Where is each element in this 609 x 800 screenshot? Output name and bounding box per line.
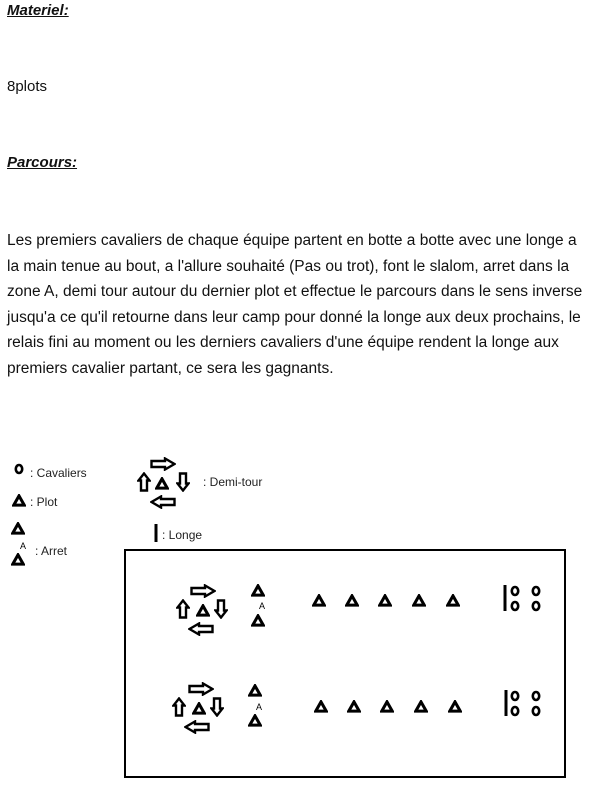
lane-1-rider <box>512 587 518 595</box>
legend-arret-letter: A <box>20 541 27 551</box>
lane-1-zone-letter: A <box>259 601 266 611</box>
lane-2 <box>174 684 540 733</box>
legend-arret-label: : Arret <box>35 544 68 558</box>
legend-longe-label: : Longe <box>162 528 203 542</box>
lane-2-rider <box>533 692 539 700</box>
legend-plot-label: : Plot <box>30 495 58 509</box>
lane-2-riders <box>506 690 539 716</box>
lane-2-rider <box>512 692 518 700</box>
lane-2-plot <box>450 702 461 711</box>
lane-1-arret-plot-top <box>253 586 264 595</box>
lane-1 <box>178 585 540 635</box>
arena-box <box>125 550 565 777</box>
lane-1-plot <box>314 596 325 605</box>
lane-2-plot <box>382 702 393 711</box>
legend-plot-icon <box>14 496 25 505</box>
legend-demi-tour-label: : Demi-tour <box>203 475 263 489</box>
lane-1-plot <box>380 596 391 605</box>
lane-1-plot <box>347 596 358 605</box>
materiel-heading: Materiel: <box>7 2 69 19</box>
legend-arret-plot-icon <box>13 524 24 533</box>
lane-2-demi-tour-icon <box>174 684 223 733</box>
lane-2-plot <box>349 702 360 711</box>
lane-1-demi-tour-icon <box>178 586 227 635</box>
lane-1-riders <box>505 585 539 611</box>
lane-2-plot <box>416 702 427 711</box>
parcours-heading: Parcours: <box>7 154 78 171</box>
legend-cavaliers-label: : Cavaliers <box>30 466 87 480</box>
legend-demi-tour-icon <box>139 459 189 508</box>
lane-1-rider <box>512 602 518 610</box>
parcours-text: Les premiers cavaliers de chaque équipe partent en botte a botte avec une longe a la main tenue au bout, a l'allure souhaité (Pas ou trot), font le slalom, arret dans la zone A, demi tour autour du dernier plot et effectue le parcours dans le sens inverse jusqu'a ce qu'il retourne dans leur camp pour donné la longe aux deux prochains, le relais fini au moment ou les derniers cavaliers d'une équipe rendent la longe aux premiers cavalier partant, ce sera les gagnants. <box>7 232 583 377</box>
lane-2-rider <box>512 707 518 715</box>
lane-1-plot <box>448 596 459 605</box>
lane-2-rider <box>533 707 539 715</box>
lane-2-arret-plot-bottom <box>250 716 261 725</box>
lane-2-zone-letter: A <box>256 702 263 712</box>
lane-2-arret-plot-top <box>250 686 261 695</box>
lane-1-rider <box>533 587 539 595</box>
lane-2-plot <box>316 702 327 711</box>
lane-1-arret-plot-bottom <box>253 616 264 625</box>
lane-1-plot <box>414 596 425 605</box>
materiel-value: 8plots <box>7 78 48 95</box>
legend-arret-plot-icon-2 <box>13 555 24 564</box>
lane-1-rider <box>533 602 539 610</box>
legend-cavalier-icon <box>16 465 22 473</box>
